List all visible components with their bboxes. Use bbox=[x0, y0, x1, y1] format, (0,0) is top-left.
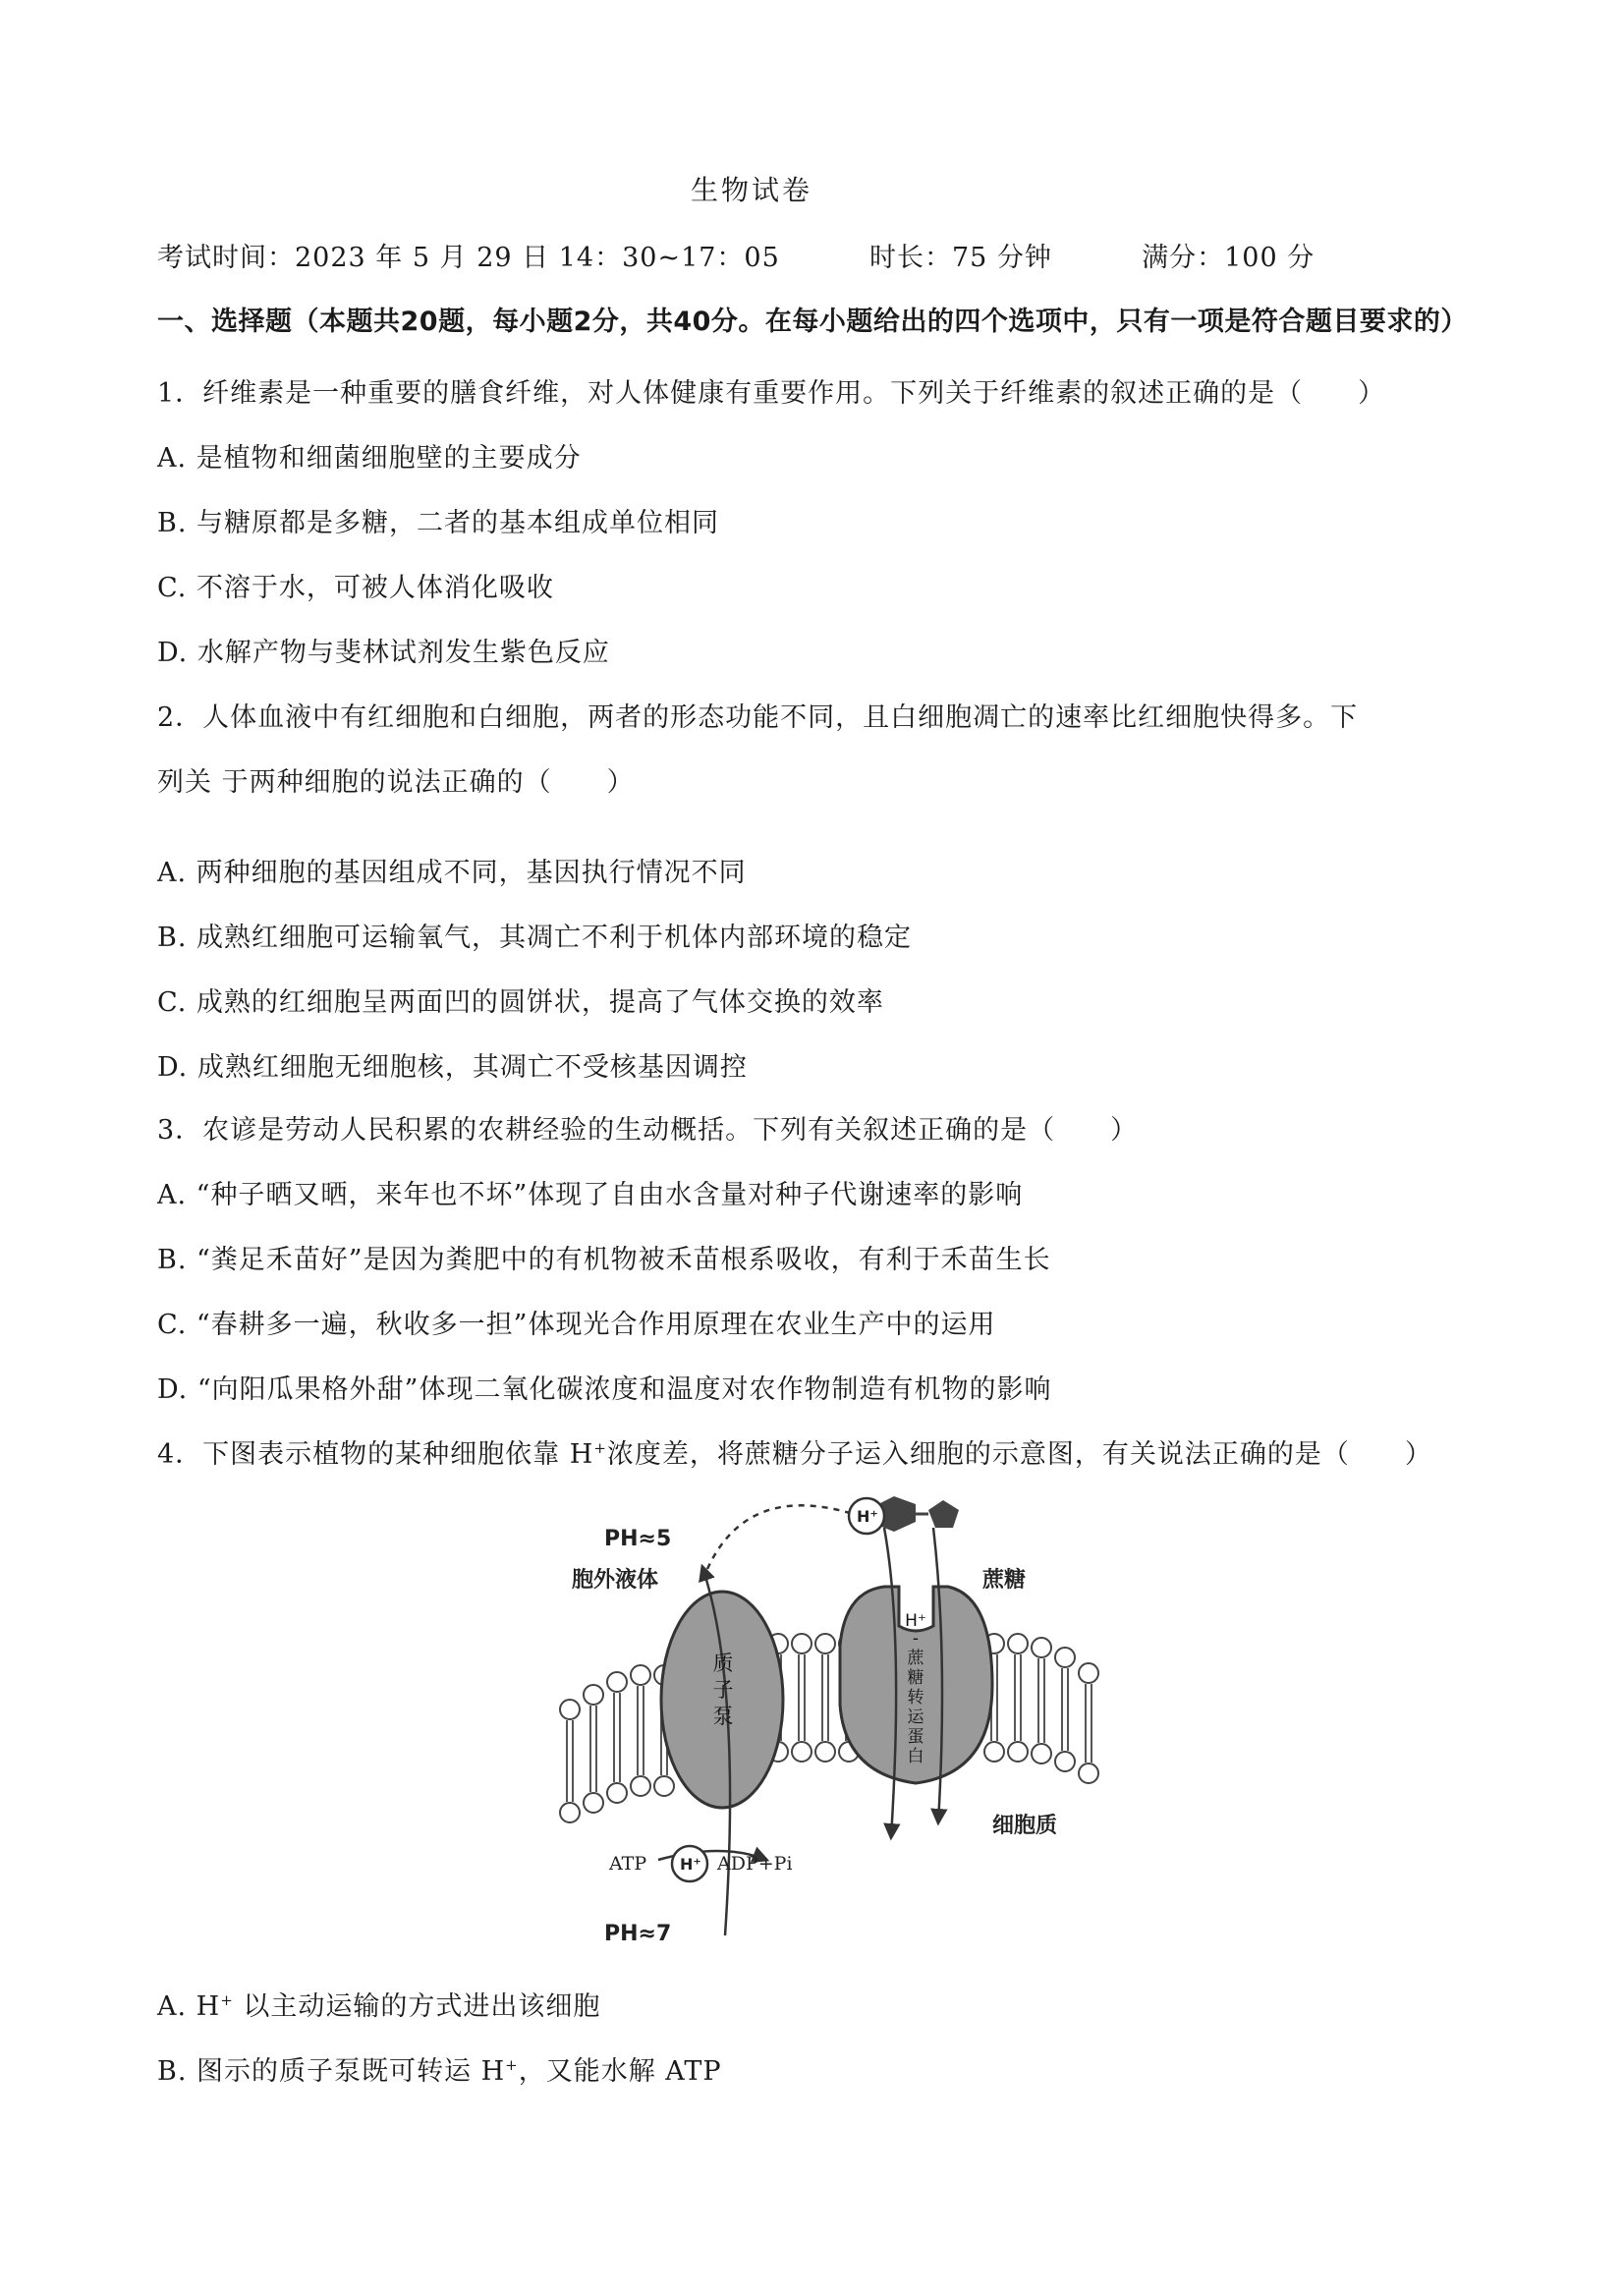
q4-stem-pre: 4．下图表示植物的某种细胞依靠 H bbox=[157, 1439, 594, 1470]
q4-option-a-post: 以主动运输的方式进出该细胞 bbox=[233, 1991, 601, 2022]
exam-time: 考试时间：2023 年 5 月 29 日 14：30~17：05 bbox=[157, 243, 780, 273]
question-2-stem-line2: 列关 于两种细胞的说法正确的（ ） bbox=[157, 767, 635, 798]
exam-duration: 时长：75 分钟 bbox=[868, 243, 1052, 273]
adp-label: ADP+Pi bbox=[717, 1853, 793, 1875]
q4-option-b-post: ，又能水解 ATP bbox=[518, 2056, 722, 2087]
pump-label-1: 质 bbox=[712, 1652, 734, 1675]
q3-option-a: A. “种子晒又晒，来年也不坏”体现了自由水含量对种子代谢速率的影响 bbox=[157, 1180, 1024, 1210]
q1-option-c: C. 不溶于水，可被人体消化吸收 bbox=[157, 573, 554, 603]
q4-option-b-pre: B. 图示的质子泵既可转运 H bbox=[157, 2056, 506, 2087]
q1-option-d: D. 水解产物与斐林试剂发生紫色反应 bbox=[157, 638, 610, 668]
transporter-label-3: 蔗 bbox=[907, 1649, 924, 1668]
proton-recycle-arrow bbox=[707, 1505, 850, 1569]
q2-option-d: D. 成熟红细胞无细胞核，其凋亡不受核基因调控 bbox=[157, 1052, 748, 1083]
extracellular-label: 胞外液体 bbox=[572, 1568, 659, 1593]
q4-option-a bbox=[157, 1985, 600, 2023]
ph-inside-label: PH≈7 bbox=[604, 1922, 672, 1946]
transporter-label-2: - bbox=[912, 1629, 920, 1649]
transporter-label-1: H⁺ bbox=[905, 1611, 926, 1631]
transporter-label-7: 蛋 bbox=[907, 1727, 924, 1747]
sucrose-label: 蔗糖 bbox=[982, 1568, 1027, 1593]
q4-option-b bbox=[157, 2049, 722, 2088]
cytoplasm-label: 细胞质 bbox=[992, 1814, 1058, 1838]
question-1-stem: 1．纤维素是一种重要的膳食纤维，对人体健康有重要作用。下列关于纤维素的叙述正确的是（ ） bbox=[157, 378, 1386, 409]
transporter-label-5: 转 bbox=[907, 1688, 924, 1708]
transporter-label-6: 运 bbox=[907, 1708, 924, 1727]
transporter-label-4: 糖 bbox=[907, 1668, 924, 1688]
atp-label: ATP bbox=[609, 1853, 647, 1875]
exam-score: 满分：100 分 bbox=[1142, 243, 1315, 273]
q3-option-c: C. “春耕多一遍，秋收多一担”体现光合作用原理在农业生产中的运用 bbox=[157, 1310, 996, 1340]
q4-stem-post: 浓度差，将蔗糖分子运入细胞的示意图，有关说法正确的是（ ） bbox=[606, 1439, 1432, 1470]
q4-option-a-pre: A. H bbox=[157, 1991, 221, 2022]
question-2-stem-line1: 2．人体血液中有红细胞和白细胞，两者的形态功能不同，且白细胞凋亡的速率比红细胞快得多。下 bbox=[157, 702, 1359, 733]
q1-option-b: B. 与糖原都是多糖，二者的基本组成单位相同 bbox=[157, 508, 720, 538]
question-3-stem: 3．农谚是劳动人民积累的农耕经验的生动概括。下列有关叙述正确的是（ ） bbox=[157, 1115, 1139, 1146]
pump-label-2: 子 bbox=[712, 1678, 734, 1702]
proton-text-bottom: H⁺ bbox=[680, 1855, 701, 1874]
q3-option-d: D. “向阳瓜果格外甜”体现二氧化碳浓度和温度对农作物制造有机物的影响 bbox=[157, 1374, 1052, 1405]
sucrose-ring-2 bbox=[928, 1500, 959, 1528]
q4-option-a-sup: + bbox=[220, 1991, 234, 2009]
sucrose-transport-diagram bbox=[550, 1488, 1120, 1950]
proton-text-top: H⁺ bbox=[857, 1507, 878, 1526]
ph-outside-label: PH≈5 bbox=[604, 1527, 672, 1551]
transporter-label-8: 白 bbox=[907, 1747, 924, 1766]
question-4-stem bbox=[157, 1432, 1432, 1471]
q1-option-a: A. 是植物和细菌细胞壁的主要成分 bbox=[157, 443, 582, 474]
lipid-bilayer bbox=[560, 1634, 1098, 1822]
q2-option-a: A. 两种细胞的基因组成不同，基因执行情况不同 bbox=[157, 858, 747, 888]
q2-option-b: B. 成熟红细胞可运输氧气，其凋亡不利于机体内部环境的稳定 bbox=[157, 923, 913, 953]
q4-stem-sup: + bbox=[593, 1439, 607, 1457]
section-heading: 一、选择题（本题共20题，每小题2分，共40分。在每小题给出的四个选项中，只有一项是符合题目要求的） bbox=[157, 307, 1468, 337]
page-title: 生物试卷 bbox=[690, 174, 812, 206]
exam-info-row bbox=[157, 236, 1315, 274]
q3-option-b: B. “粪足禾苗好”是因为粪肥中的有机物被禾苗根系吸收，有利于禾苗生长 bbox=[157, 1245, 1051, 1275]
pump-label-3: 泵 bbox=[712, 1705, 734, 1728]
q4-option-b-sup: + bbox=[505, 2056, 519, 2074]
q2-option-c: C. 成熟的红细胞呈两面凹的圆饼状，提高了气体交换的效率 bbox=[157, 987, 884, 1018]
